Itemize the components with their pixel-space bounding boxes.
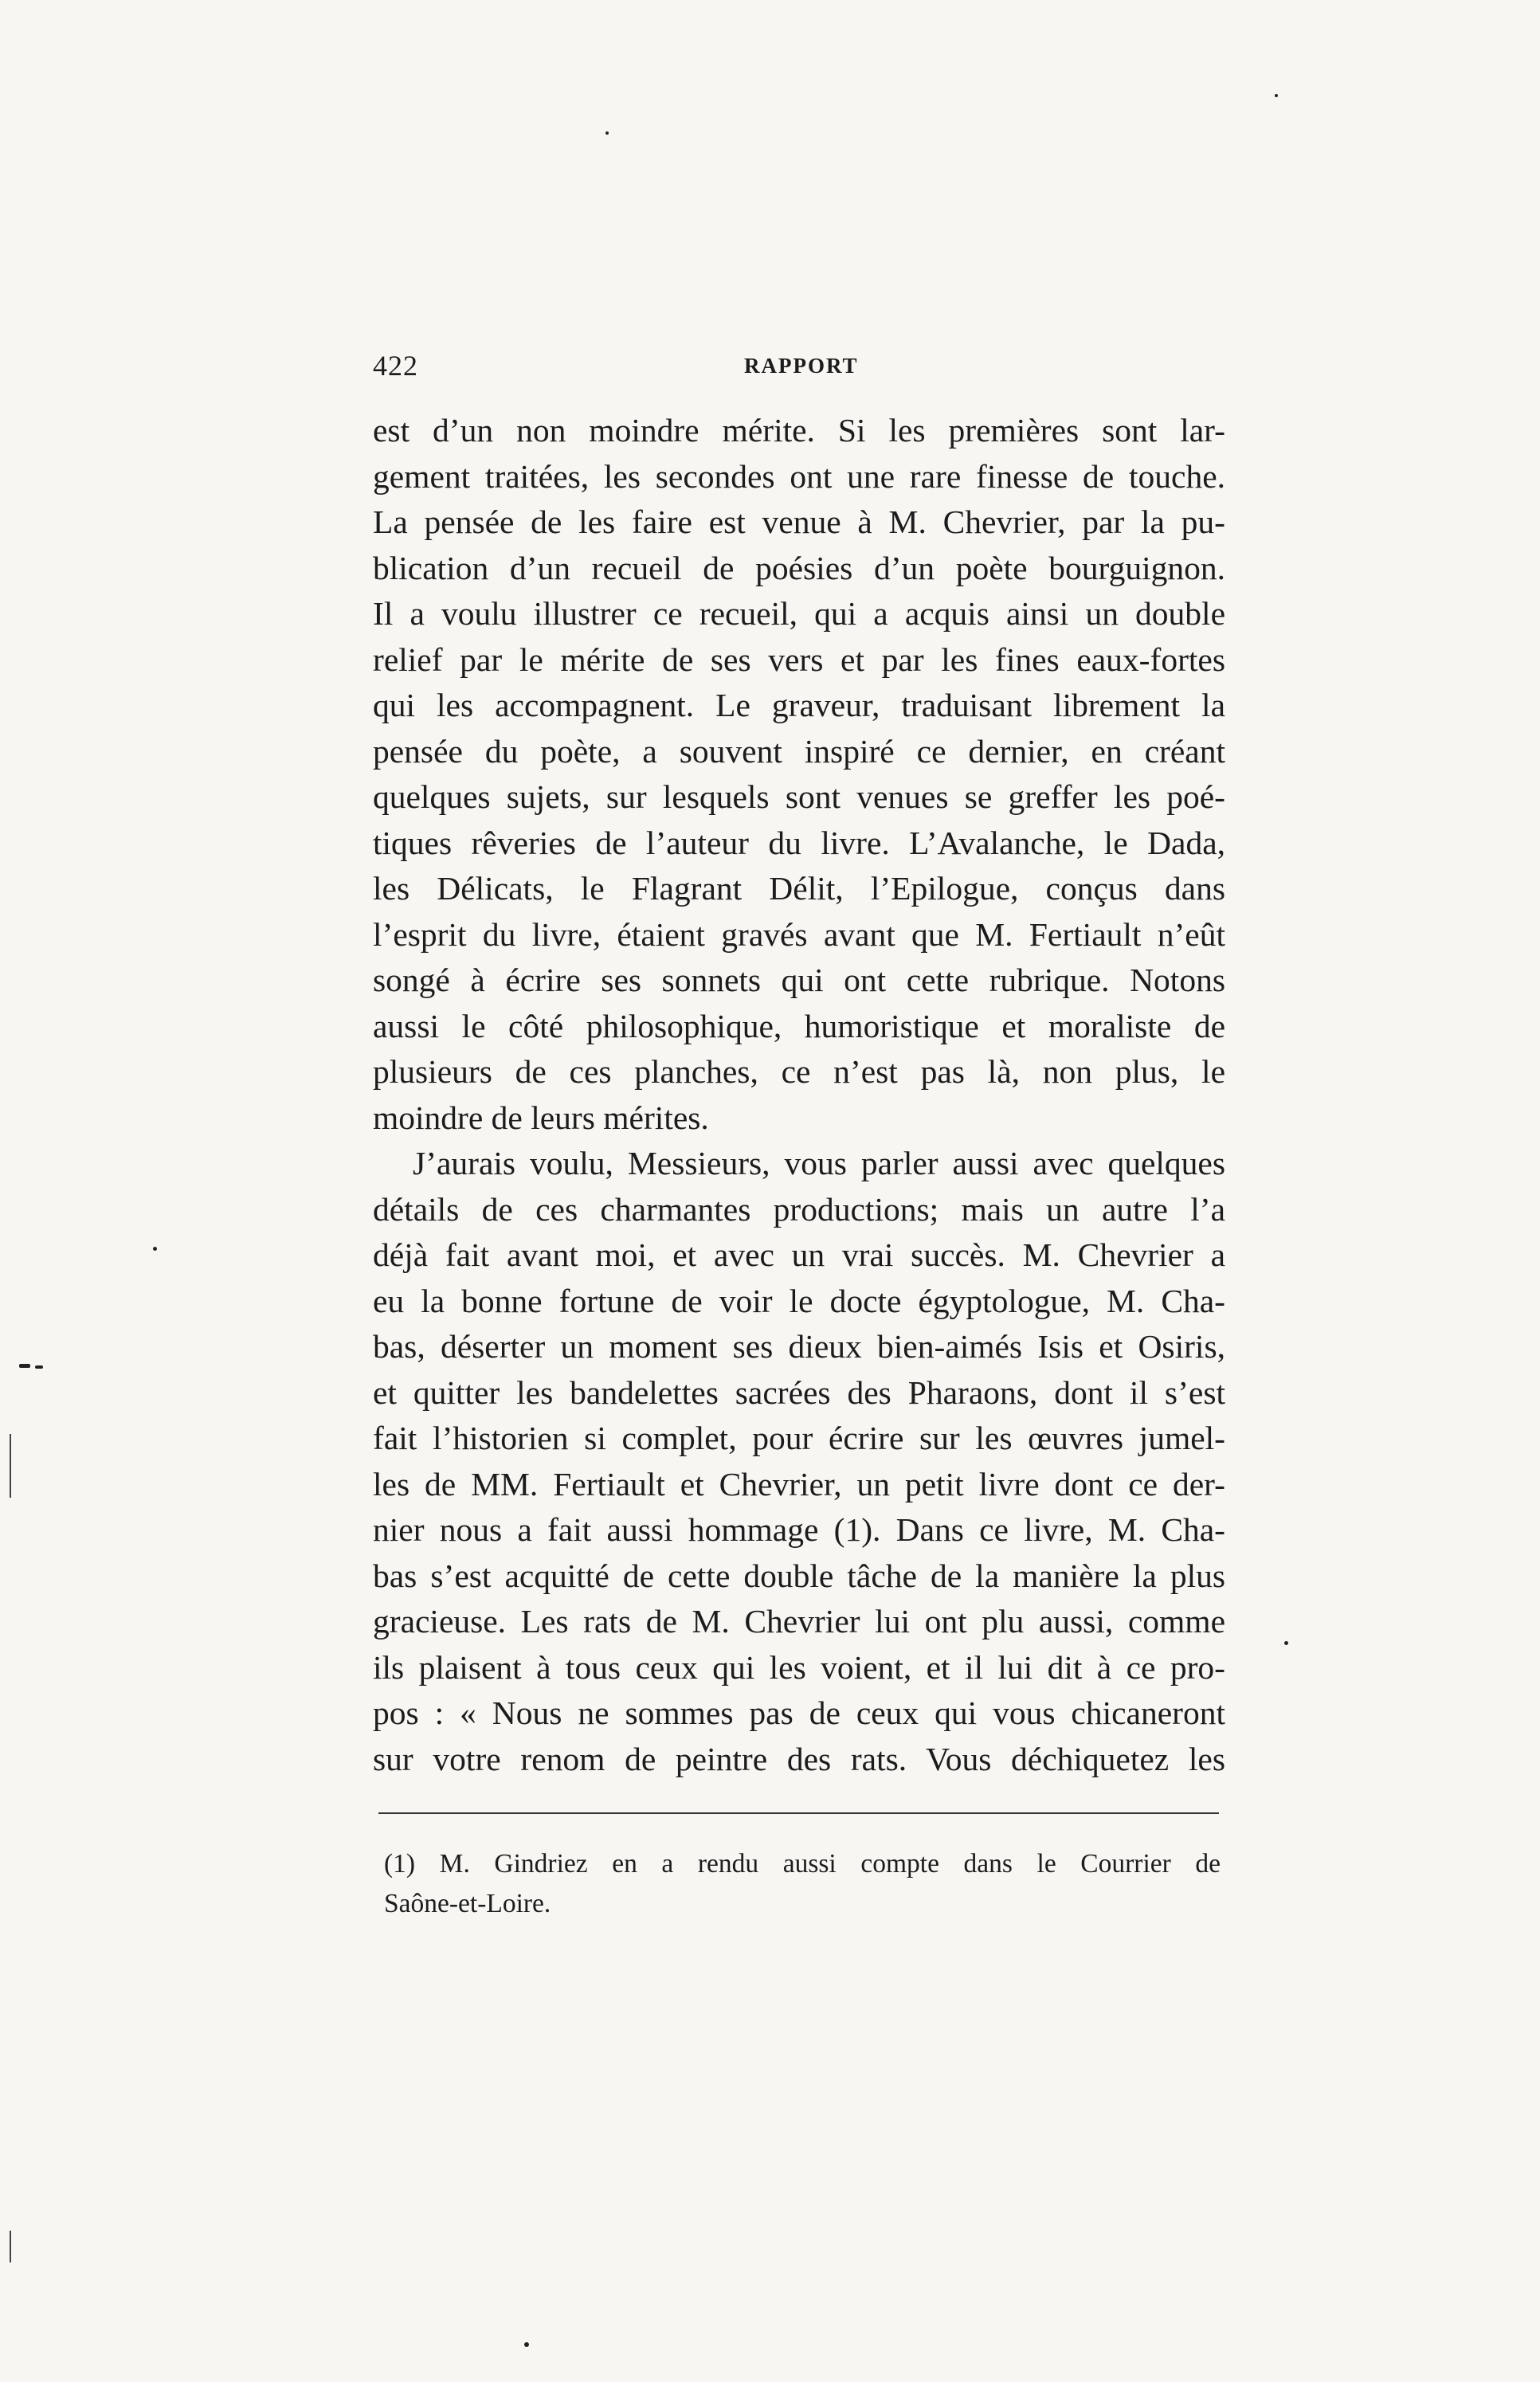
running-title: RAPPORT <box>744 354 859 378</box>
running-head <box>373 349 1225 389</box>
text-line: plusieurs de ces planches, ce n’est pas là, non plus, le <box>373 1053 1225 1090</box>
text-line: déjà fait avant moi, et avec un vrai succès. M. Chevrier a <box>373 1236 1225 1273</box>
text-line: quelques sujets, sur lesquels sont venues se greffer les poé- <box>373 778 1225 815</box>
text-line: les de MM. Fertiault et Chevrier, un petit livre dont ce der- <box>373 1465 1225 1502</box>
text-line: pos : « Nous ne sommes pas de ceux qui vous chicaneront <box>373 1694 1225 1731</box>
ink-speck <box>1284 1641 1288 1645</box>
ink-speck <box>153 1247 157 1251</box>
text-line: songé à écrire ses sonnets qui ont cette rubrique. Notons <box>373 962 1225 998</box>
text-line: fait l’historien si complet, pour écrire sur les œuvres jumel- <box>373 1420 1225 1456</box>
ink-speck <box>1275 94 1278 97</box>
text-line: gracieuse. Les rats de M. Chevrier lui ont plu aussi, comme <box>373 1603 1225 1640</box>
text-line: gement traitées, les secondes ont une rare finesse de touche. <box>373 457 1225 495</box>
text-line: relief par le mérite de ses vers et par les fines eaux-fortes <box>373 641 1225 678</box>
text-line: nier nous a fait aussi hommage (1). Dans ce livre, M. Cha- <box>373 1511 1225 1548</box>
text-line: tiques rêveries de l’auteur du livre. L’Avalanche, le Dada, <box>373 824 1225 861</box>
footnote <box>384 1844 1221 1924</box>
text-line: détails de ces charmantes productions; mais un autre l’a <box>373 1190 1225 1228</box>
text-line: Il a voulu illustrer ce recueil, qui a acquis ainsi un double <box>373 595 1225 632</box>
text-line: et quitter les bandelettes sacrées des Pharaons, dont il s’est <box>373 1373 1225 1411</box>
text-line: qui les accompagnent. Le graveur, traduisant librement la <box>373 687 1225 723</box>
paragraph-end-line: moindre de leurs mérites. <box>373 1099 709 1136</box>
page-number: 422 <box>373 350 418 382</box>
ink-speck <box>605 131 609 135</box>
margin-mark <box>10 1434 11 1498</box>
text-line: bas, déserter un moment ses dieux bien-aimés Isis et Osiris, <box>373 1328 1225 1365</box>
text-line: bas s’est acquitté de cette double tâche de la manière la plus <box>373 1557 1225 1594</box>
text-line: les Délicats, le Flagrant Délit, l’Epilogue, conçus dans <box>373 870 1225 907</box>
body-text <box>373 408 1225 1782</box>
footnote-line: Saône-et-Loire. <box>384 1889 551 1918</box>
text-line: aussi le côté philosophique, humoristique et moraliste de <box>373 1007 1225 1044</box>
text-line: pensée du poète, a souvent inspiré ce dernier, en créant <box>373 732 1225 770</box>
footnote-rule <box>378 1812 1219 1814</box>
text-line: eu la bonne fortune de voir le docte égyptologue, M. Cha- <box>373 1282 1225 1319</box>
margin-mark <box>10 2231 11 2263</box>
text-line: sur votre renom de peintre des rats. Vous déchiquetez les <box>373 1740 1225 1777</box>
text-line: l’esprit du livre, étaient gravés avant que M. Fertiault n’eût <box>373 915 1225 953</box>
paragraph-start-line: J’aurais voulu, Messieurs, vous parler aussi avec quelques <box>413 1145 1225 1181</box>
text-line: est d’un non moindre mérite. Si les premières sont lar- <box>373 412 1225 449</box>
ink-speck <box>19 1364 30 1368</box>
footnote-line: (1) M. Gindriez en a rendu aussi compte dans le Courrier de <box>384 1849 1221 1879</box>
ink-speck <box>524 2342 529 2347</box>
text-line: blication d’un recueil de poésies d’un poète bourguignon. <box>373 549 1225 586</box>
text-line: ils plaisent à tous ceux qui les voient, et il lui dit à ce pro- <box>373 1648 1225 1686</box>
ink-speck <box>35 1365 43 1369</box>
text-line: La pensée de les faire est venue à M. Chevrier, par la pu- <box>373 503 1225 540</box>
